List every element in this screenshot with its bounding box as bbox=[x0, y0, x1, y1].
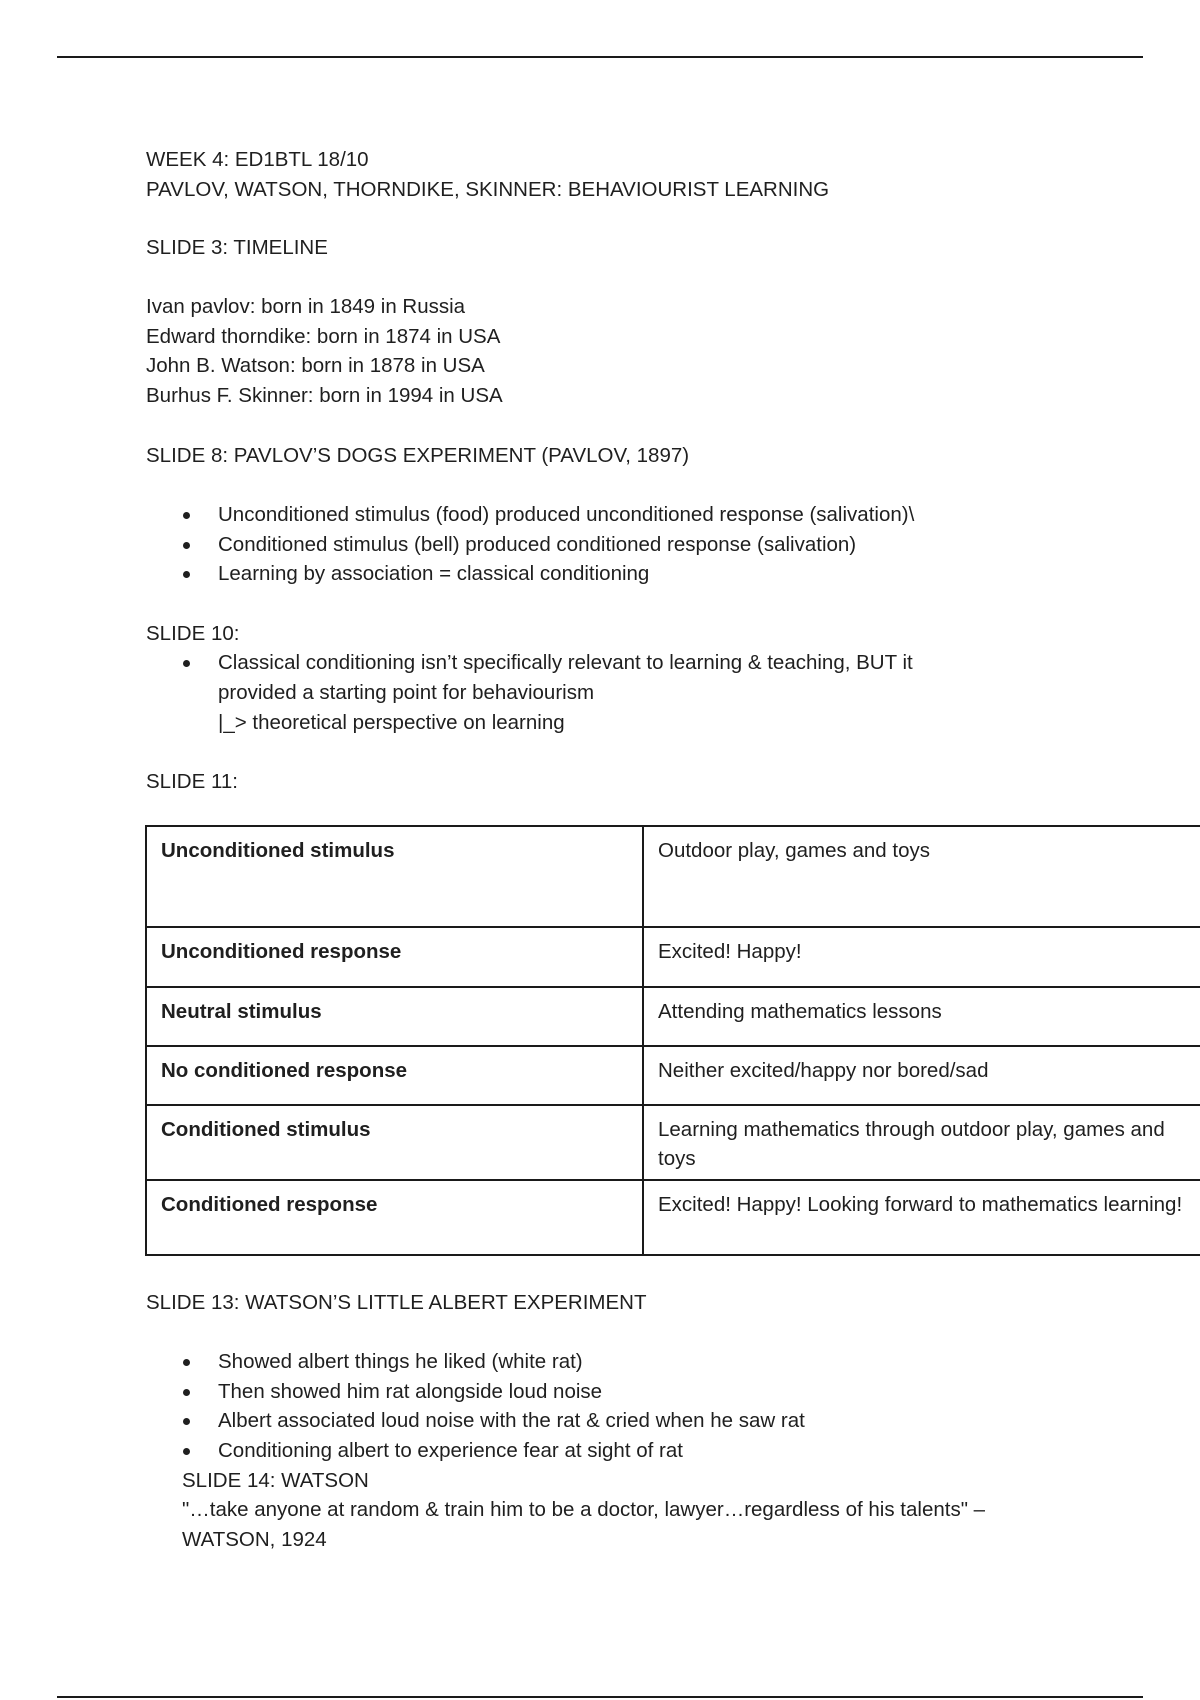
bullet-icon bbox=[183, 660, 190, 667]
table-term-cell: Unconditioned response bbox=[146, 927, 643, 987]
slide13-bullet: Then showed him rat alongside loud noise bbox=[218, 1380, 603, 1403]
table-row bbox=[146, 987, 1200, 1046]
slide13-bullet: Conditioning albert to experience fear at sight of rat bbox=[218, 1439, 683, 1462]
bullet-icon bbox=[183, 1359, 190, 1366]
bullet-icon bbox=[183, 1418, 190, 1425]
slide10-bullet-line: provided a starting point for behaviourism bbox=[218, 681, 595, 704]
slide14-heading: SLIDE 14: WATSON bbox=[182, 1469, 369, 1492]
bottom-rule bbox=[57, 1696, 1143, 1698]
slide13-heading: SLIDE 13: WATSON’S LITTLE ALBERT EXPERIMENT bbox=[146, 1291, 647, 1314]
table-example-cell: Excited! Happy! Looking forward to mathematics learning! bbox=[643, 1180, 1200, 1255]
table-example-cell: Excited! Happy! bbox=[643, 927, 1200, 987]
table-row bbox=[146, 1046, 1200, 1105]
table-row bbox=[146, 927, 1200, 987]
slide10-bullet-line: |_> theoretical perspective on learning bbox=[218, 711, 565, 734]
bullet-icon bbox=[183, 1448, 190, 1455]
watson-quote: "…take anyone at random & train him to be a doctor, lawyer…regardless of his talents" – bbox=[182, 1498, 986, 1521]
slide8-bullet: Conditioned stimulus (bell) produced conditioned response (salivation) bbox=[218, 533, 857, 556]
table-example-cell: Outdoor play, games and toys bbox=[643, 826, 1200, 927]
table-example-cell: Learning mathematics through outdoor play, games and toys bbox=[643, 1105, 1200, 1180]
table-row bbox=[146, 1105, 1200, 1180]
bullet-icon bbox=[183, 571, 190, 578]
bullet-icon bbox=[183, 512, 190, 519]
top-rule bbox=[57, 56, 1143, 58]
timeline-item: Ivan pavlov: born in 1849 in Russia bbox=[146, 295, 466, 318]
slide13-bullet: Albert associated loud noise with the rat & cried when he saw rat bbox=[218, 1409, 805, 1432]
table-term-cell: Unconditioned stimulus bbox=[146, 826, 643, 927]
bullet-icon bbox=[183, 542, 190, 549]
slide8-bullet: Learning by association = classical conditioning bbox=[218, 562, 650, 585]
bullet-icon bbox=[183, 1389, 190, 1396]
slide11-heading: SLIDE 11: bbox=[146, 770, 238, 793]
slide3-heading: SLIDE 3: TIMELINE bbox=[146, 236, 328, 259]
timeline-item: John B. Watson: born in 1878 in USA bbox=[146, 354, 485, 377]
slide10-heading: SLIDE 10: bbox=[146, 622, 240, 645]
slide13-bullet: Showed albert things he liked (white rat) bbox=[218, 1350, 583, 1373]
table-row bbox=[146, 826, 1200, 927]
timeline-item: Edward thorndike: born in 1874 in USA bbox=[146, 325, 501, 348]
table-term-cell: Conditioned response bbox=[146, 1180, 643, 1255]
table-row bbox=[146, 1180, 1200, 1255]
timeline-item: Burhus F. Skinner: born in 1994 in USA bbox=[146, 384, 503, 407]
slide8-bullet: Unconditioned stimulus (food) produced unconditioned response (salivation)\ bbox=[218, 503, 915, 526]
doc-title-week: WEEK 4: ED1BTL 18/10 bbox=[146, 148, 369, 171]
doc-title-topic: PAVLOV, WATSON, THORNDIKE, SKINNER: BEHAVIOURIST LEARNING bbox=[146, 178, 830, 201]
conditioning-table bbox=[145, 825, 1200, 1256]
table-term-cell: Conditioned stimulus bbox=[146, 1105, 643, 1180]
slide10-bullet-line: Classical conditioning isn’t specifically relevant to learning & teaching, BUT it bbox=[218, 651, 913, 674]
table-example-cell: Neither excited/happy nor bored/sad bbox=[643, 1046, 1200, 1105]
table-term-cell: No conditioned response bbox=[146, 1046, 643, 1105]
slide8-heading: SLIDE 8: PAVLOV’S DOGS EXPERIMENT (PAVLOV, 1897) bbox=[146, 444, 690, 467]
watson-quote-attribution: WATSON, 1924 bbox=[182, 1528, 327, 1551]
table-term-cell: Neutral stimulus bbox=[146, 987, 643, 1046]
table-example-cell: Attending mathematics lessons bbox=[643, 987, 1200, 1046]
